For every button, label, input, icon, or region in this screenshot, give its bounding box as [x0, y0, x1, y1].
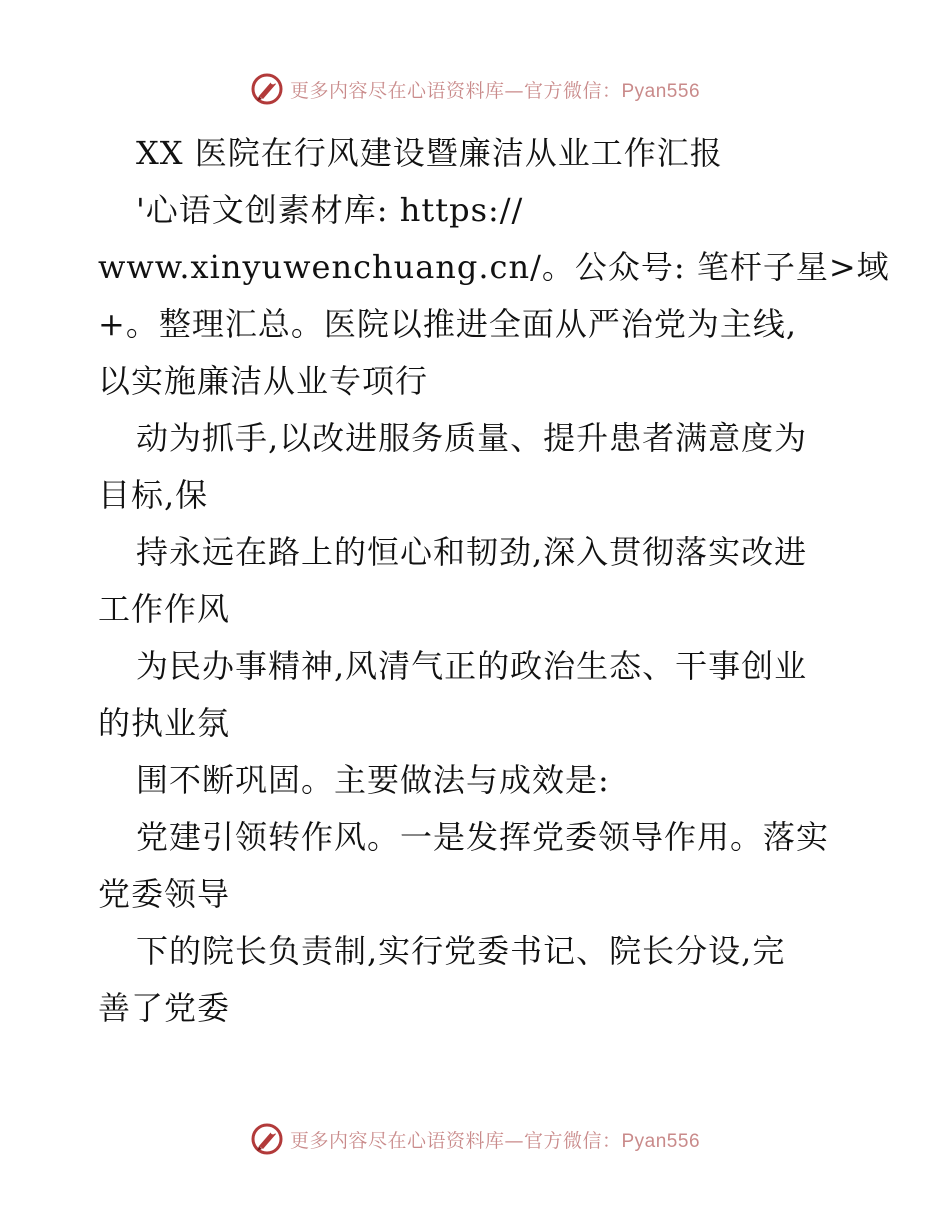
document-line: 党委领导 — [98, 875, 231, 913]
wechat-handle: Pyan556 — [621, 1130, 701, 1152]
pen-circle-logo-icon — [250, 1122, 284, 1156]
footer-watermark-content — [250, 1122, 700, 1156]
document-line: '心语文创素材库: https:// — [136, 191, 524, 229]
header-watermark-content — [250, 72, 700, 106]
document-line: 党建引领转作风。一是发挥党委领导作用。落实 — [136, 818, 830, 856]
document-line: 工作作风 — [98, 590, 231, 628]
document-line: 围不断巩固。主要做法与成效是: — [136, 761, 610, 799]
document-line: 以实施廉洁从业专项行 — [98, 362, 429, 400]
document-line: 持永远在路上的恒心和韧劲,深入贯彻落实改进 — [136, 533, 808, 571]
document-line: www.xinyuwenchuang.cn/。公众号: 笔杆子星>域 — [98, 248, 890, 286]
footer-watermark-text: 更多内容尽在心语资料库—官方微信：Pyan556 — [289, 1129, 701, 1152]
document-line: 下的院长负责制,实行党委书记、院长分设,完 — [136, 932, 786, 970]
document-line: 善了党委 — [98, 989, 231, 1027]
header-watermark-banner — [0, 72, 950, 106]
document-line: +。整理汇总。医院以推进全面从严治党为主线, — [98, 305, 797, 343]
footer-watermark-banner — [0, 1122, 950, 1156]
document-line: 为民办事精神,风清气正的政治生态、干事创业 — [136, 647, 808, 685]
document-line: 动为抓手,以改进服务质量、提升患者满意度为 — [136, 419, 808, 457]
header-watermark-text: 更多内容尽在心语资料库—官方微信：Pyan556 — [289, 79, 701, 102]
document-title: XX 医院在行风建设暨廉洁从业工作汇报 — [136, 134, 723, 172]
document-body — [98, 125, 890, 1037]
document-line: 目标,保 — [98, 476, 209, 514]
document-line: 的执业氛 — [98, 704, 231, 742]
wechat-handle: Pyan556 — [621, 80, 701, 102]
pen-circle-logo-icon — [250, 72, 284, 106]
